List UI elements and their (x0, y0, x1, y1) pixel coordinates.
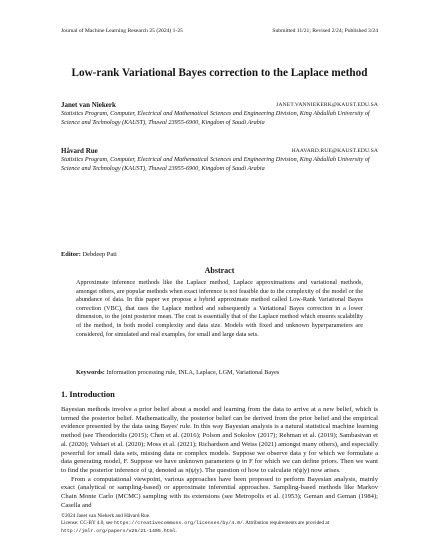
license-link[interactable]: https://creativecommons.org/licenses/by/4.0/ (113, 520, 243, 526)
keywords-line (76, 369, 363, 376)
keywords-text: Information processing rule, INLA, Laplace, LGM, Variational Bayes (106, 369, 280, 376)
license-prefix: License: CC-BY 4.0, see (61, 519, 113, 526)
keywords-label: Keywords: (76, 369, 105, 376)
section-heading: 1. Introduction (61, 390, 115, 399)
journal-citation: Journal of Machine Learning Research 25 (2024) 1-25 (61, 28, 183, 34)
author-affiliation: Statistics Program, Computer, Electrical and Mathematical Sciences and Engineering Division, King Abdullah University of Science and Technology (KAUST), Thuwal 23955-6900, Kingdom of Saudi Arabia (61, 156, 370, 172)
abstract-text: Approximate inference methods like the Laplace method, Laplace approximations and variational methods, amongst others, are popular methods when exact inference is not feasible due to the complexity of the model or the abundance of data. In this paper we propose a hybrid approximate method called Low-Rank Variational Bayes correction (VBC), that uses the Laplace method and subsequently a Variational Bayes correction in a lower dimension, to the joint posterior mean. The cost is essentially that of the Laplace method which ensures scalability of the method, in both model complexity and data size. Models with fixed and unknown hyperparameters are considered, for simulated and real examples, for small and large data sets. (76, 279, 363, 338)
author-name: Håvard Rue (61, 147, 98, 155)
editor-name: Debdeep Pati (82, 251, 117, 258)
license-line (61, 520, 378, 536)
author-block-2 (61, 147, 378, 174)
author-email[interactable]: HAAVARD.RUE@KAUST.EDU.SA (291, 148, 378, 154)
author-block-1 (61, 101, 378, 128)
license-end: . (175, 527, 177, 534)
author-email[interactable]: JANET.VANNIEKERK@KAUST.EDU.SA (276, 102, 378, 108)
license-mid: . Attribution requirements are provided at (242, 519, 330, 526)
paragraph: Bayesian methods involve a prior belief about a model and learning from the data to arrive at a new belief, which is termed the posterior belief. Mathematically, the posterior belief can be derived from the prior belief and the empirical evidence presented by the data using Bayes' rule. In this way Bayesian analysis is a natural statistical machine learning method (see Theodoridis (2015); Chen et al. (2016); Polson and Sokolov (2017); Rehman et al. (2019); Sambasivan et al. (2020); Vehtari et al. (2020); Moss et al. (2021); Richardson and Weiss (2021) amongst many others), and especially powerful for small data sets, missing data or complex models. Suppose we observe data y for which we formulate a data generating model, F. Suppose we have unknown parameters ψ in F for which we can define priors. Then we want to find the posterior inference of ψ, denoted as π(ψ|y). The question of how to calculate π(ψ|y) now arises. (61, 406, 378, 475)
editor-label: Editor: (61, 251, 81, 258)
section-body (61, 406, 378, 511)
footer-notes (61, 513, 378, 535)
author-name: Janet van Niekerk (61, 101, 116, 109)
editor-line (61, 251, 117, 258)
paragraph: From a computational viewpoint, various approaches have been proposed to perform Bayesian analysis, mainly exact (analytical or sampling-based) or approximate inferential approaches. Sampling-based methods like Markov Chain Monte Carlo (MCMC) sampling with its extensions (see Metropolis et al. (1953); Geman and Geman (1984); Casella and (61, 475, 378, 509)
submission-dates: Submitted 11/21; Revised 2/24; Published 3/24 (272, 28, 378, 34)
copyright-line: ©2024 Janet van Niekerk and Håvard Rue. (61, 513, 151, 519)
abstract-heading: Abstract (204, 266, 235, 275)
running-header (61, 28, 378, 35)
attribution-link[interactable]: http://jmlr.org/papers/v25/21-1405.html (61, 528, 176, 534)
paper-title: Low-rank Variational Bayes correction to the Laplace method (71, 67, 368, 79)
author-affiliation: Statistics Program, Computer, Electrical and Mathematical Sciences and Engineering Division, King Abdullah University of Science and Technology (KAUST), Thuwal 23955-6900, Kingdom of Saudi Arabia (61, 110, 370, 126)
